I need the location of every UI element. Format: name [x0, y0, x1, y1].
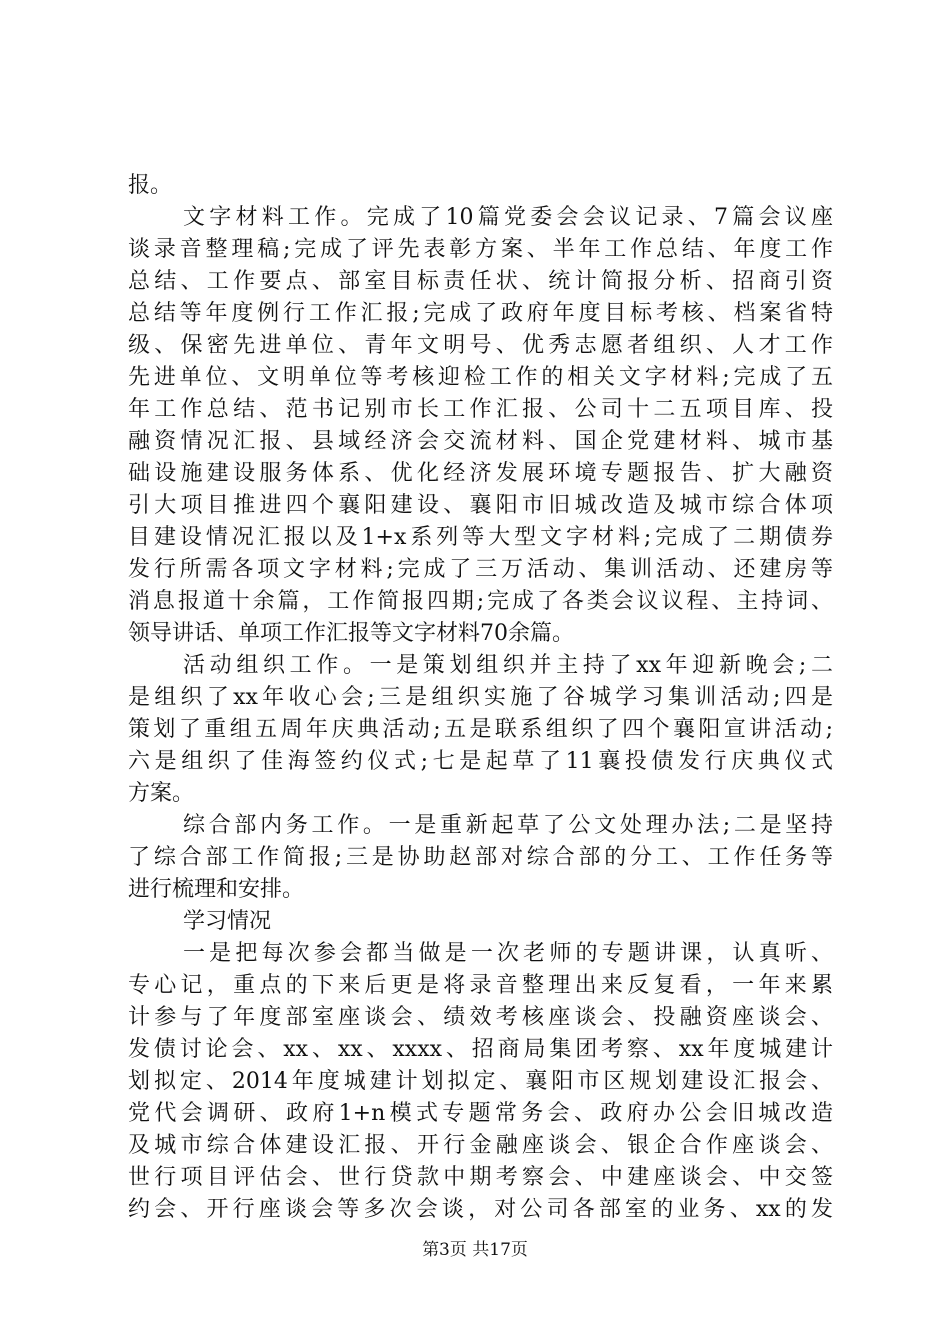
text-line: 是组织了xx年收心会;三是组织实施了谷城学习集训活动;四是	[128, 685, 833, 710]
text-line: 发行所需各项文字材料;完成了三万活动、集训活动、还建房等	[128, 557, 833, 582]
text-line: 党代会调研、政府1+n模式专题常务会、政府办公会旧城改造	[128, 1101, 833, 1126]
text-line: 发债讨论会、xx、xx、xxxx、招商局集团考察、xx年度城建计	[128, 1037, 833, 1062]
text-line: 划拟定、2014年度城建计划拟定、襄阳市区规划建设汇报会、	[128, 1069, 833, 1094]
text-line: 总结等年度例行工作汇报;完成了政府年度目标考核、档案省特	[128, 301, 833, 326]
text-line: 约会、开行座谈会等多次会谈，对公司各部室的业务、xx的发	[128, 1197, 833, 1222]
text-line: 年工作总结、范书记别市长工作汇报、公司十二五项目库、投	[128, 397, 833, 422]
text-line: 进行梳理和安排。	[128, 877, 305, 902]
text-line: 础设施建设服务体系、优化经济发展环境专题报告、扩大融资	[128, 461, 833, 486]
text-line: 综合部内务工作。一是重新起草了公文处理办法;二是坚持	[183, 813, 833, 838]
text-line: 六是组织了佳海签约仪式;七是起草了11襄投债发行庆典仪式	[128, 749, 833, 774]
text-line: 学习情况	[183, 909, 272, 934]
text-line: 引大项目推进四个襄阳建设、襄阳市旧城改造及城市综合体项	[128, 493, 833, 518]
text-line: 总结、工作要点、部室目标责任状、统计简报分析、招商引资	[128, 269, 833, 294]
text-line: 活动组织工作。一是策划组织并主持了xx年迎新晚会;二	[183, 653, 833, 678]
text-line: 消息报道十余篇，工作简报四期;完成了各类会议议程、主持词、	[128, 589, 833, 614]
text-line: 一是把每次参会都当做是一次老师的专题讲课，认真听、	[183, 941, 833, 966]
text-line: 方案。	[128, 781, 195, 806]
text-line: 及城市综合体建设汇报、开行金融座谈会、银企合作座谈会、	[128, 1133, 833, 1158]
text-line: 目建设情况汇报以及1+x系列等大型文字材料;完成了二期债券	[128, 525, 833, 550]
text-line: 领导讲话、单项工作汇报等文字材料70余篇。	[128, 621, 574, 646]
document-body	[128, 170, 833, 1226]
text-line: 级、保密先进单位、青年文明号、优秀志愿者组织、人才工作	[128, 333, 833, 358]
text-line: 策划了重组五周年庆典活动;五是联系组织了四个襄阳宣讲活动;	[128, 717, 833, 742]
text-line: 先进单位、文明单位等考核迎检工作的相关文字材料;完成了五	[128, 365, 833, 390]
text-line: 世行项目评估会、世行贷款中期考察会、中建座谈会、中交签	[128, 1165, 833, 1190]
text-line: 专心记，重点的下来后更是将录音整理出来反复看，一年来累	[128, 973, 833, 998]
text-line: 融资情况汇报、县域经济会交流材料、国企党建材料、城市基	[128, 429, 833, 454]
text-line: 谈录音整理稿;完成了评先表彰方案、半年工作总结、年度工作	[128, 237, 833, 262]
text-line: 了综合部工作简报;三是协助赵部对综合部的分工、工作任务等	[128, 845, 833, 870]
text-line: 文字材料工作。完成了10篇党委会会议记录、7篇会议座	[183, 205, 833, 230]
text-line: 计参与了年度部室座谈会、绩效考核座谈会、投融资座谈会、	[128, 1005, 833, 1030]
page-footer: 第3页 共17页	[422, 1240, 528, 1260]
text-line: 报。	[128, 173, 173, 198]
